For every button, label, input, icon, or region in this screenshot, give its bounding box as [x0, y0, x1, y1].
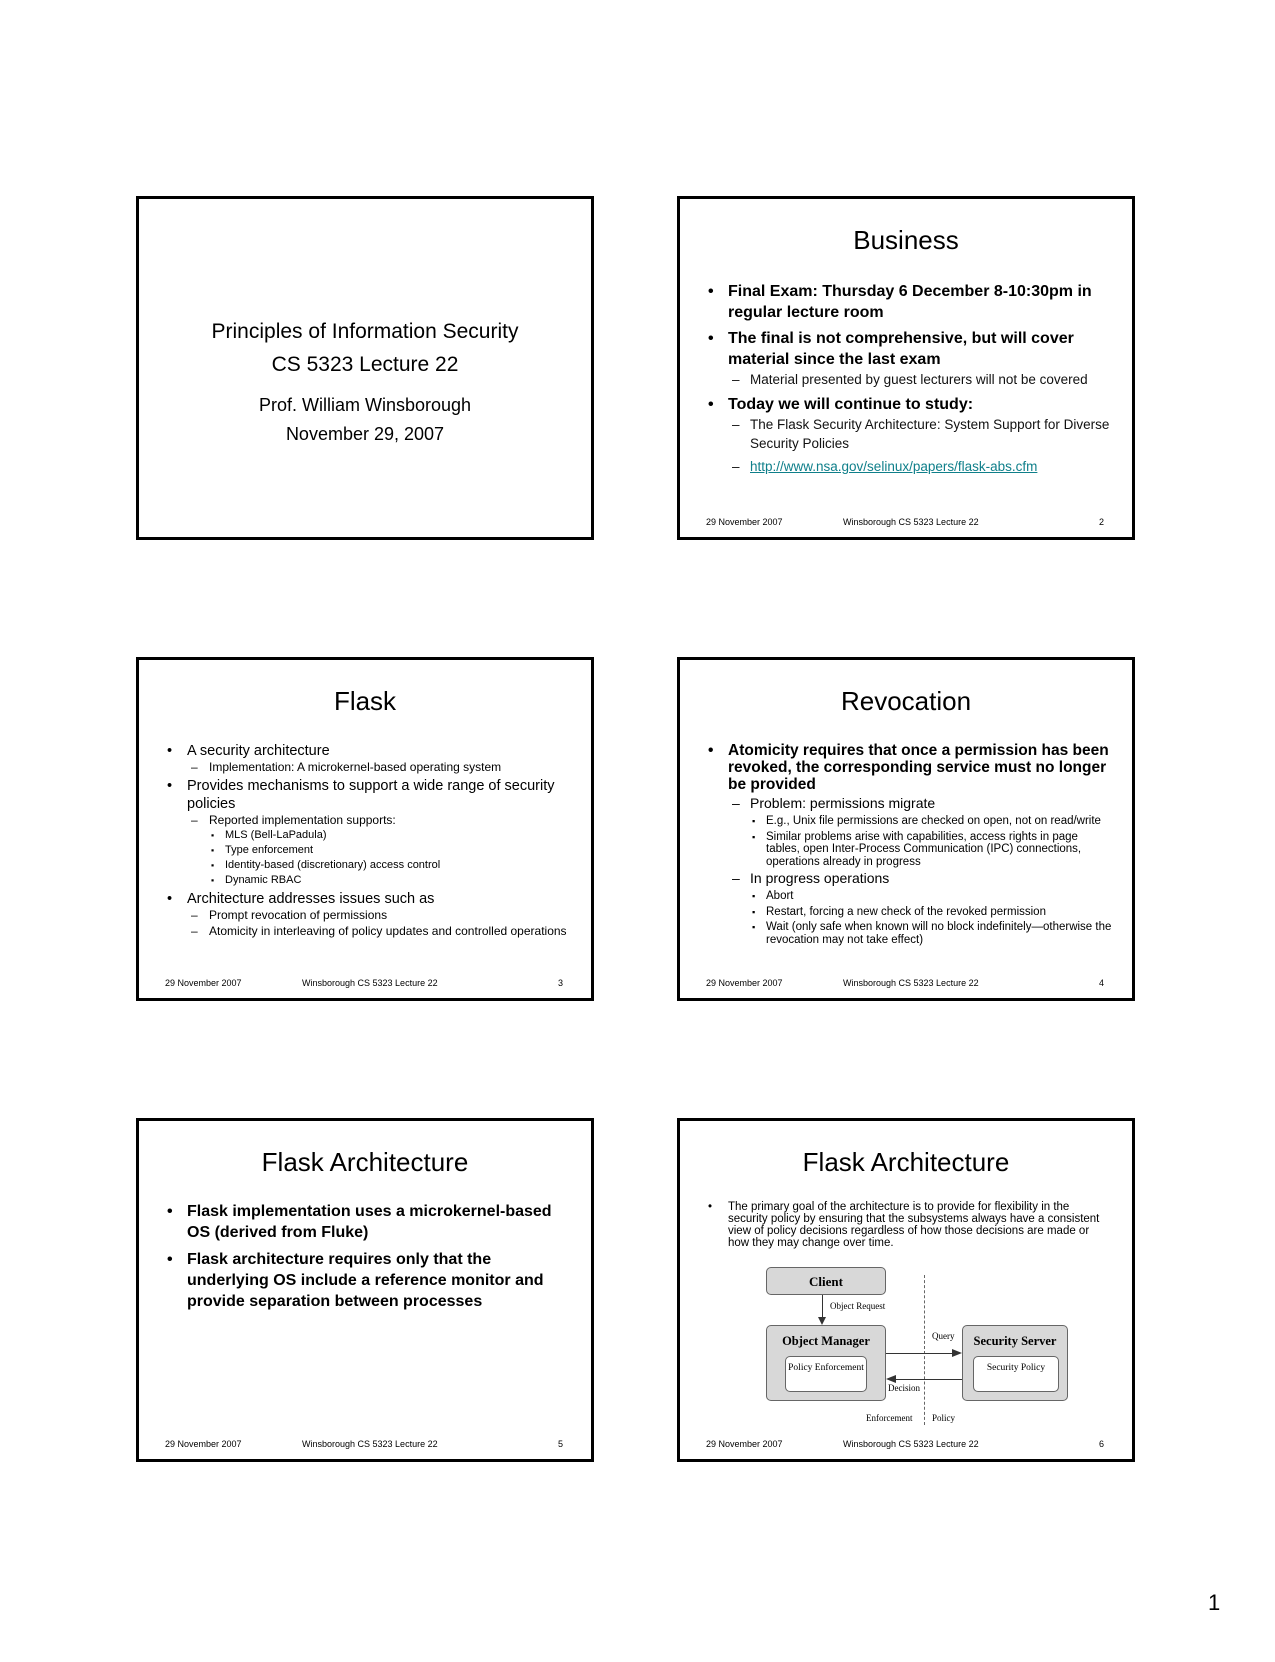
arrowhead-left-icon [886, 1375, 896, 1383]
slide-2 [677, 196, 1135, 540]
slide-title: Flask [333, 686, 397, 716]
slide-title: Revocation [840, 686, 972, 716]
sub-bullet-text: Reported implementation supports: [209, 813, 396, 827]
bullet-text: Provides mechanisms to support a wide range of security policies [187, 778, 555, 812]
lecture-date: November 29, 2007 [285, 424, 445, 444]
slide-1 [136, 196, 594, 540]
slide-3 [136, 657, 594, 1001]
footer-course: Winsborough CS 5323 Lecture 22 [302, 978, 438, 988]
footer-date: 29 November 2007 [706, 517, 783, 527]
lecture-title: CS 5323 Lecture 22 [271, 353, 459, 376]
enforcement-label: Enforcement [866, 1413, 913, 1423]
slide-body [706, 1201, 1112, 1249]
author: Prof. William Winsborough [258, 395, 472, 415]
course-title: Principles of Information Security [211, 320, 519, 343]
query-arrow [886, 1353, 954, 1354]
slide-body [706, 742, 1112, 946]
footer-date: 29 November 2007 [706, 1439, 783, 1449]
footer-date: 29 November 2007 [165, 978, 242, 988]
security-server-label: Security Server [973, 1334, 1057, 1348]
arrowhead-down-icon [818, 1317, 826, 1325]
footer-course: Winsborough CS 5323 Lecture 22 [843, 517, 979, 527]
enforcement-policy-divider [924, 1275, 925, 1425]
object-request-label: Object Request [830, 1301, 886, 1311]
footer-course: Winsborough CS 5323 Lecture 22 [843, 978, 979, 988]
slide-number: 5 [557, 1439, 563, 1449]
slide-title: Flask Architecture [261, 1147, 469, 1177]
sub-sub-bullet: ▪ Type enforcement [209, 843, 571, 858]
bullet [165, 742, 571, 775]
sub-bullet-text: In progress operations [750, 870, 890, 886]
security-policy-box: Security Policy [973, 1356, 1059, 1392]
sub-sub-bullet: ▪ Dynamic RBAC [209, 873, 571, 888]
arrowhead-right-icon [952, 1349, 962, 1357]
bullet-text: Today we will continue to study: [728, 396, 974, 413]
cover-title-block [139, 315, 591, 449]
object-manager-label: Object Manager [782, 1334, 870, 1348]
security-server-box [962, 1325, 1068, 1401]
slide-6 [677, 1118, 1135, 1462]
query-label: Query [932, 1331, 955, 1341]
client-box: Client [766, 1267, 886, 1295]
decision-arrow [894, 1379, 962, 1380]
sub-bullet: – The Flask Security Architecture: System Support for Diverse Security Policies [728, 415, 1112, 453]
sub-sub-bullet: ▪ Abort [750, 890, 1112, 903]
slide-number: 3 [557, 978, 563, 988]
bullet-text: Atomicity requires that once a permission has been revoked, the corresponding service must no longer be provided [728, 742, 1109, 793]
sub-bullet: – Implementation: A microkernel-based operating system [187, 760, 571, 775]
sub-sub-bullet: ▪ Similar problems arise with capabilities, access rights in page tables, open Inter-Process Communication (IPC) connections, operations already in progress [750, 831, 1112, 869]
sub-bullet: – Atomicity in interleaving of policy updates and controlled operations [187, 924, 571, 939]
page-number: 1 [1208, 1590, 1221, 1615]
bullet: • The primary goal of the architecture is to provide for flexibility in the security policy by ensuring that the subsystems always have a consistent view of policy decisions regardless of how those decisions are made or how they may change over time. [706, 1201, 1112, 1249]
bullet-text: Architecture addresses issues such as [187, 891, 435, 907]
sub-sub-bullet: ▪ Identity-based (discretionary) access control [209, 858, 571, 873]
sub-sub-bullet: ▪ E.g., Unix file permissions are checked on open, not on read/write [750, 815, 1112, 828]
flask-paper-link[interactable]: http://www.nsa.gov/selinux/papers/flask-abs.cfm [750, 459, 1038, 474]
bullet [706, 394, 1112, 476]
decision-label: Decision [888, 1383, 920, 1393]
sub-bullet: – Material presented by guest lecturers will not be covered [728, 370, 1112, 389]
policy-enforcement-box: Policy Enforcement [785, 1356, 867, 1392]
slide-5 [136, 1118, 594, 1462]
bullet-text: A security architecture [187, 743, 330, 759]
slide-title: Business [853, 225, 959, 255]
slide-body [165, 1201, 571, 1318]
sub-bullet [187, 813, 571, 888]
slide-body [706, 281, 1112, 481]
sub-bullet-link [728, 457, 1112, 476]
footer-course: Winsborough CS 5323 Lecture 22 [302, 1439, 438, 1449]
sub-sub-bullet: ▪ Restart, forcing a new check of the revoked permission [750, 906, 1112, 919]
object-manager-box [766, 1325, 886, 1401]
bullet [165, 777, 571, 888]
sub-bullet [728, 870, 1112, 946]
bullet: • Flask architecture requires only that the underlying OS include a reference monitor and provide separation between processes [165, 1249, 571, 1312]
slide-4 [677, 657, 1135, 1001]
sub-sub-bullet: ▪ MLS (Bell-LaPadula) [209, 828, 571, 843]
sub-bullet [728, 795, 1112, 868]
slide-number: 4 [1098, 978, 1104, 988]
slide-title: Flask Architecture [802, 1147, 1010, 1177]
bullet-text: Final Exam: Thursday 6 December 8-10:30pm in regular lecture room [728, 283, 1092, 321]
slide-number: 6 [1098, 1439, 1104, 1449]
bullet: • Flask implementation uses a microkernel-based OS (derived from Fluke) [165, 1201, 571, 1243]
flask-architecture-diagram [766, 1267, 1076, 1429]
slide-number: 2 [1098, 517, 1104, 527]
bullet [165, 890, 571, 939]
bullet-text: The final is not comprehensive, but will cover material since the last exam [728, 330, 1074, 368]
footer-date: 29 November 2007 [706, 978, 783, 988]
sub-bullet: – Prompt revocation of permissions [187, 908, 571, 923]
bullet [706, 281, 1112, 323]
policy-label: Policy [932, 1413, 956, 1423]
footer-date: 29 November 2007 [165, 1439, 242, 1449]
bullet [706, 742, 1112, 946]
slide-body [165, 742, 571, 941]
sub-sub-bullet: ▪ Wait (only safe when known will no block indefinitely—otherwise the revocation may not take effect) [750, 921, 1112, 946]
bullet [706, 328, 1112, 389]
footer-course: Winsborough CS 5323 Lecture 22 [843, 1439, 979, 1449]
sub-bullet-text: Problem: permissions migrate [750, 795, 936, 811]
